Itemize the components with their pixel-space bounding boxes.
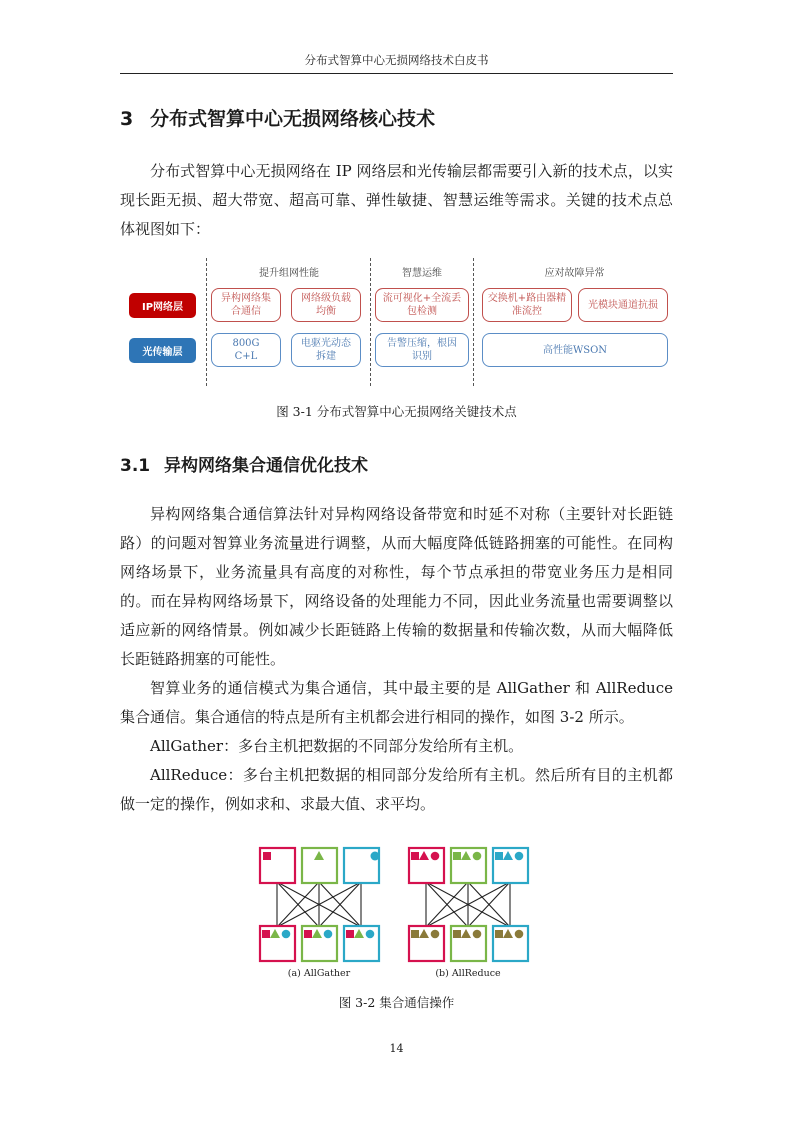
box-line: 拆建 bbox=[316, 351, 336, 362]
figure-3-1-caption: 图 3-1 分布式智算中心无损网络关键技术点 bbox=[276, 404, 517, 419]
subsection-heading bbox=[120, 451, 368, 476]
subsection-number: 3.1 bbox=[120, 456, 151, 476]
box-line: 准流控 bbox=[511, 306, 542, 317]
layer-tag-optical: 光传输层 bbox=[129, 338, 196, 363]
box-line: 识别 bbox=[412, 351, 432, 362]
optical-box-dynamic bbox=[291, 333, 361, 367]
allreduce-source-row bbox=[409, 848, 528, 883]
label-allgather: (a) AllGather bbox=[287, 968, 351, 979]
box-line: 异构网络集 bbox=[221, 293, 271, 304]
page-number: 14 bbox=[389, 1042, 404, 1055]
box-line: 合通信 bbox=[231, 306, 261, 317]
box-line: 均衡 bbox=[316, 306, 336, 317]
ip-box-optical-module bbox=[578, 288, 668, 322]
layer-tag-ip: IP网络层 bbox=[129, 293, 196, 318]
optical-box-800g bbox=[211, 333, 281, 367]
ip-box-flow-control bbox=[482, 288, 572, 322]
subsection-title: 异构网络集合通信优化技术 bbox=[164, 456, 368, 476]
divider-line bbox=[370, 258, 371, 386]
allgather-result-row bbox=[260, 926, 379, 961]
figure-3-1 bbox=[120, 256, 673, 388]
ip-box-heterogeneous-collective bbox=[211, 288, 281, 322]
ip-box-flow-visibility bbox=[375, 288, 469, 322]
running-header: 分布式智算中心无损网络技术白皮书 bbox=[304, 53, 489, 67]
box-line: 高性能WSON bbox=[542, 344, 608, 356]
column-head-ops: 智慧运维 bbox=[402, 268, 442, 279]
box-line: 网络级负载 bbox=[301, 293, 351, 304]
section-heading bbox=[120, 104, 435, 131]
label-allreduce: (b) AllReduce bbox=[435, 968, 501, 979]
paragraph: 智算业务的通信模式为集合通信，其中最主要的是 AllGather 和 AllReduce 集合通信。集合通信的特点是所有主机都会进行相同的操作，如图 3-2 所示。 bbox=[120, 679, 673, 726]
box-line: 光模块通道抗损 bbox=[588, 299, 658, 311]
box-line: 告警压缩，根因 bbox=[387, 338, 457, 349]
paragraph: 异构网络集合通信算法针对异构网络设备带宽和时延不对称（主要针对长距链路）的问题对智算业务流量进行调整，从而大幅度降低链路拥塞的可能性。在同构网络场景下，业务流量具有高度的对称性，每个节点承担的带宽业务压力是相同的。而在异构网络场景下，网络设备的处理能力不同，因此业务流量也需要调整以适应新的网络情景。例如减少长距链路上传输的数据量和传输次数，从而大幅降低长距链路拥塞的可能性。 bbox=[120, 505, 673, 668]
figure-3-2 bbox=[256, 846, 538, 986]
divider-line bbox=[206, 258, 207, 386]
figure-3-2-caption: 图 3-2 集合通信操作 bbox=[338, 995, 455, 1010]
body-paragraphs bbox=[120, 500, 673, 819]
allreduce-result-row bbox=[409, 926, 528, 961]
box-line: 电驱光动态 bbox=[301, 338, 351, 349]
column-head-performance: 提升组网性能 bbox=[259, 268, 319, 279]
column-head-fault: 应对故障异常 bbox=[544, 268, 605, 279]
intro-text: 分布式智算中心无损网络在 IP 网络层和光传输层都需要引入新的技术点，以实现长距无损、超大带宽、超高可靠、弹性敏捷、智慧运维等需求。关键的技术点总体视图如下： bbox=[120, 162, 673, 238]
box-line: 800G bbox=[232, 338, 260, 349]
optical-box-alarm bbox=[375, 333, 469, 367]
box-line: 流可视化+全流丢 bbox=[382, 293, 462, 304]
header-rule bbox=[120, 73, 673, 74]
box-line: 包检测 bbox=[406, 306, 437, 317]
intro-paragraph bbox=[120, 157, 673, 244]
circle-shape bbox=[371, 852, 380, 861]
section-number: 3 bbox=[120, 108, 134, 130]
paragraph: AllReduce：多台主机把数据的相同部分发给所有主机。然后所有目的主机都做一定的操作，例如求和、求最大值、求平均。 bbox=[120, 766, 673, 813]
ip-box-load-balance bbox=[291, 288, 361, 322]
divider-line bbox=[473, 258, 474, 386]
box-line: 交换机+路由器精 bbox=[487, 293, 567, 304]
optical-box-wson bbox=[482, 333, 668, 367]
box-line: C+L bbox=[234, 351, 258, 362]
square-shape bbox=[263, 852, 271, 860]
paragraph: AllGather：多台主机把数据的不同部分发给所有主机。 bbox=[150, 737, 524, 755]
section-title: 分布式智算中心无损网络核心技术 bbox=[150, 108, 436, 130]
